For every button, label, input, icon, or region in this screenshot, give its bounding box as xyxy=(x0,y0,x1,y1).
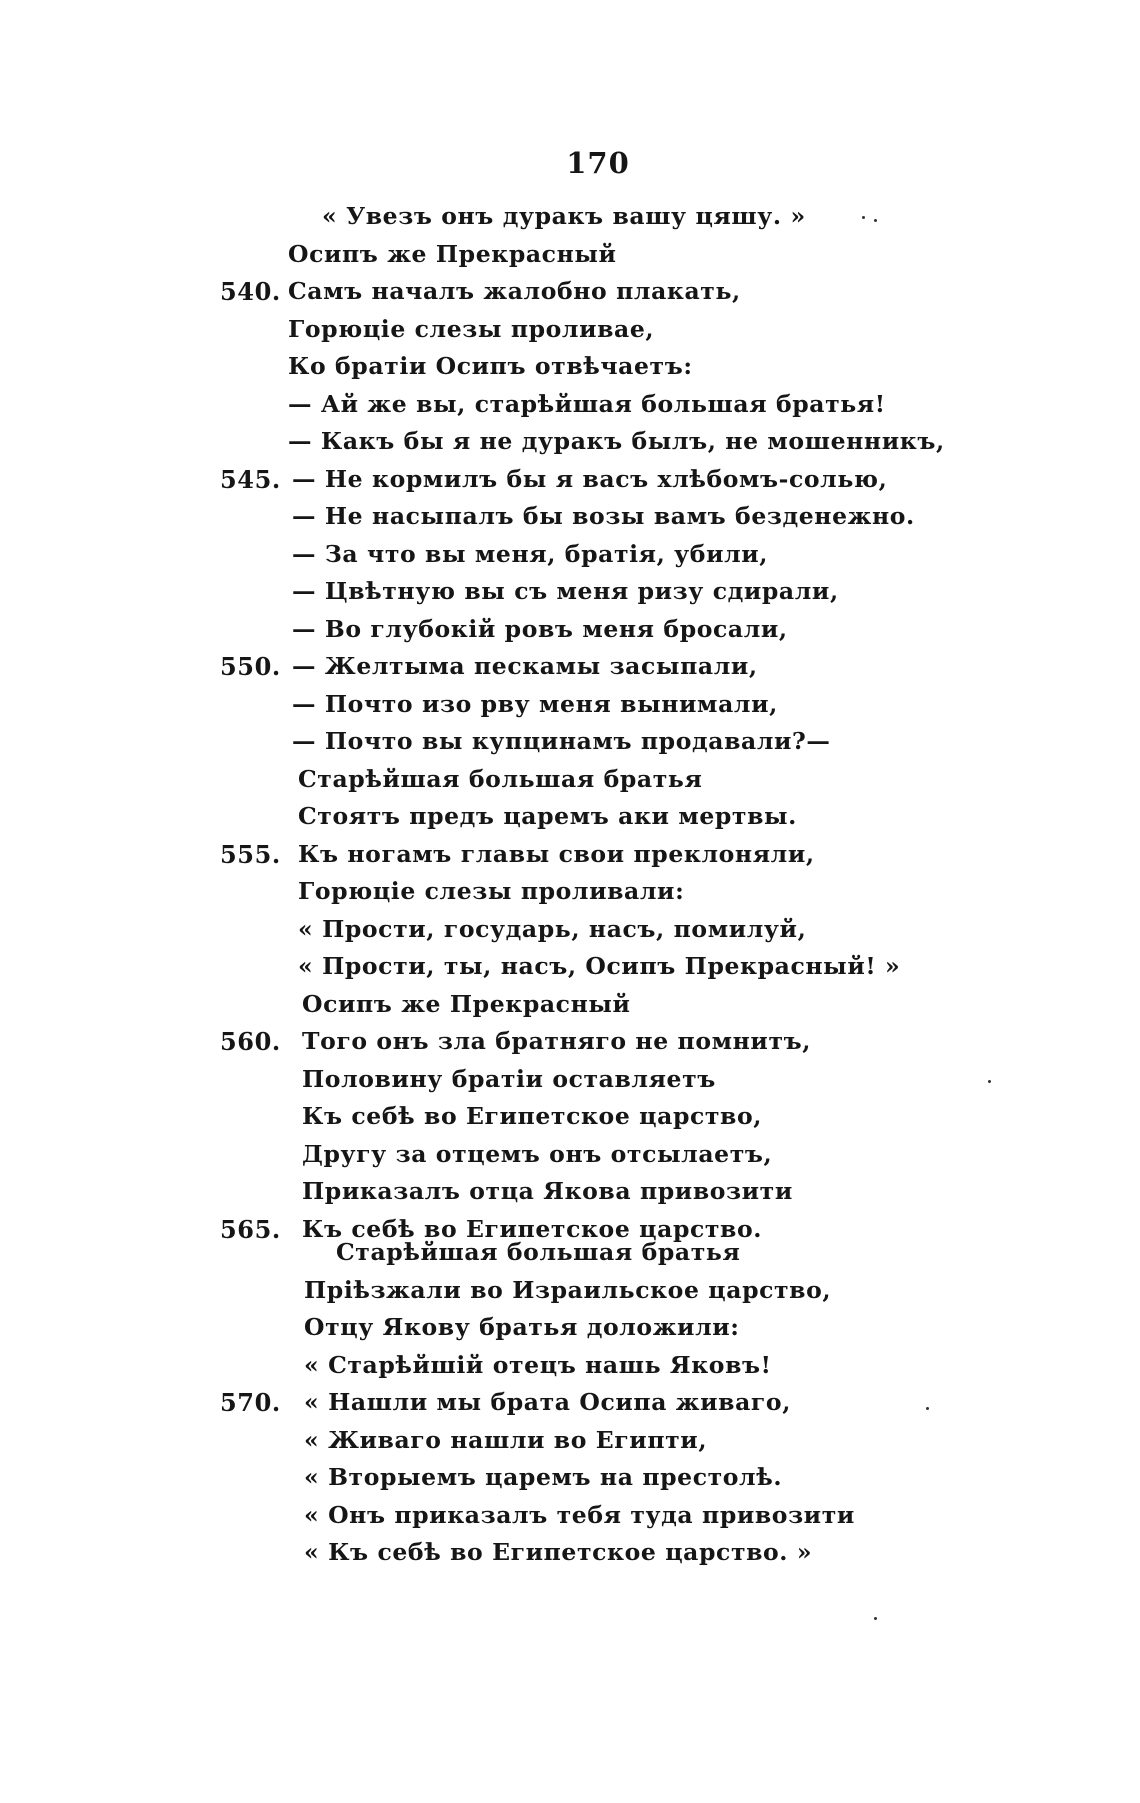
line-text: Къ себѣ во Египетское царство, xyxy=(302,1102,763,1130)
line-text: — Почто изо рву меня вынимали, xyxy=(292,689,778,718)
line-text: — Во глубокій ровъ меня бросали, xyxy=(292,614,788,643)
line-text: Осипъ же Прекрасный xyxy=(288,239,617,268)
line-text: Горюціе слезы проливали: xyxy=(298,877,685,905)
line-number: 565. xyxy=(220,1214,281,1244)
line-text: — Ай же вы, старѣйшая большая братья! xyxy=(288,389,886,418)
line-number: 555. xyxy=(220,839,281,869)
line-text: — Не кормилъ бы я васъ хлѣбомъ-солью, xyxy=(292,464,888,493)
line-text: — За что вы меня, братія, убили, xyxy=(292,539,769,568)
line-text: « Онъ приказалъ тебя туда привозити xyxy=(304,1500,855,1529)
page-number: 170 xyxy=(566,146,630,180)
line-number: 570. xyxy=(220,1388,281,1417)
line-text: Приказалъ отца Якова привозити xyxy=(302,1177,793,1205)
print-speck xyxy=(862,216,865,219)
line-text: « Нашли мы брата Осипа живаго, xyxy=(304,1388,791,1416)
print-speck xyxy=(926,1407,929,1410)
line-number: 550. xyxy=(220,652,281,681)
line-text: Пріѣзжали во Израильское царство, xyxy=(304,1275,832,1304)
line-text: « Старѣйшій отецъ нашь Яковъ! xyxy=(304,1350,772,1379)
line-text: — Не насыпалъ бы возы вамъ безденежно. xyxy=(292,502,915,530)
print-speck xyxy=(988,1080,991,1083)
line-number: 560. xyxy=(220,1027,281,1056)
line-text: Самъ началъ жалобно плакать, xyxy=(288,277,741,305)
line-text: Къ себѣ во Египетское царство. xyxy=(302,1214,763,1243)
line-text: — Желтыма пескамы засыпали, xyxy=(292,652,758,680)
line-text: — Какъ бы я не дуракъ былъ, не мошенникъ, xyxy=(288,427,945,455)
line-number: 540. xyxy=(220,277,281,306)
line-text: « Прости, ты, насъ, Осипъ Прекрасный! » xyxy=(298,952,901,980)
line-text: Осипъ же Прекрасный xyxy=(302,989,631,1018)
line-text: Того онъ зла братняго не помнитъ, xyxy=(302,1027,812,1055)
line-text: Половину братіи оставляетъ xyxy=(302,1064,716,1093)
line-text: « Вторыемъ царемъ на престолѣ. xyxy=(304,1463,783,1491)
line-number: 545. xyxy=(220,464,281,494)
line-text: Къ ногамъ главы свои преклоняли, xyxy=(298,839,815,868)
line-text: — Почто вы купцинамъ продавали?— xyxy=(292,727,831,755)
line-text: Стоятъ предъ царемъ аки мертвы. xyxy=(298,802,797,830)
line-text: Другу за отцемъ онъ отсылаетъ, xyxy=(302,1139,773,1168)
line-text: « Увезъ онъ дуракъ вашу цяшу. » xyxy=(322,202,806,230)
print-speck xyxy=(874,1617,877,1620)
line-text: Горюціе слезы проливае, xyxy=(288,314,655,343)
line-text: Ко братіи Осипъ отвѣчаетъ: xyxy=(288,352,693,380)
line-text: « Прости, государь, насъ, помилуй, xyxy=(298,914,807,943)
print-speck xyxy=(874,219,877,222)
line-text: « Къ себѣ во Египетское царство. » xyxy=(304,1538,813,1566)
line-text: « Живаго нашли во Египти, xyxy=(304,1425,708,1454)
line-text: Отцу Якову братья доложили: xyxy=(304,1313,740,1341)
line-text: Старѣйшая большая братья xyxy=(298,764,703,793)
line-text: — Цвѣтную вы съ меня ризу сдирали, xyxy=(292,577,839,605)
line-text: Старѣйшая большая братья xyxy=(336,1238,741,1266)
